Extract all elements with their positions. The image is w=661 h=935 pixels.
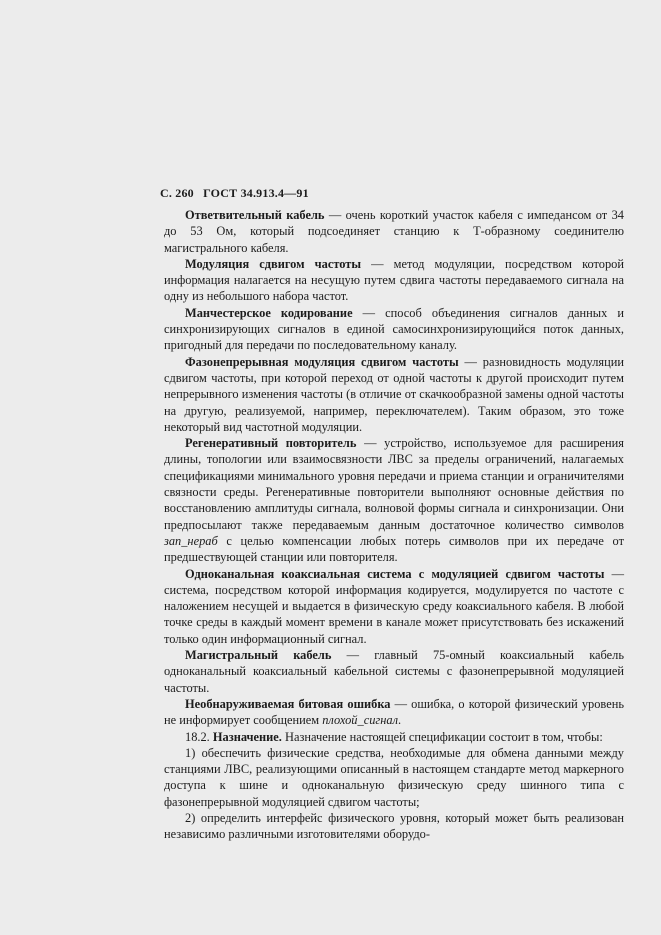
section-title: Назначение. bbox=[212, 729, 282, 744]
section-paragraph bbox=[164, 729, 624, 745]
list-item bbox=[164, 810, 624, 843]
definition-paragraph bbox=[164, 305, 624, 354]
definition-text: — устройство, используемое для расширения длины, топологии или взаимосвязности ЛВС за пределы ограничений, налагаемых спецификациями минимального уровня передачи и приема станции и ограничителями связности среды. Регенеративные повторители выполняют основные действия по восстановлению амплитуды сигнала, волновой формы сигнала и синхронизации. Они предпосылают также передаваемым данным достаточное количество символов bbox=[164, 436, 624, 532]
body-text bbox=[164, 207, 624, 843]
definition-text: — способ объединения сигналов данных и синхронизирующих сигналов в единой самосинхронизирующийся поток данных, пригодный для передачи по последовательному каналу. bbox=[164, 305, 625, 353]
definition-emphasis: плохой_сигнал bbox=[322, 713, 398, 728]
definition-text: — ошибка, о которой физический уровень не информирует сообщением bbox=[164, 696, 624, 728]
definition-text: — система, посредством которой информация кодируется, модулируется по частоте с наложением несущей и выдается в физическую среду коаксиального кабеля. В любой точке среды в каждый момент времени в канале может присутствовать без искажений только один информационный сигнал. bbox=[164, 566, 624, 646]
definition-paragraph bbox=[164, 647, 624, 696]
list-item-text: 2) определить интерфейс физического уровня, который может быть реализован независимо различными изготовителями оборудо- bbox=[164, 810, 624, 842]
definition-text: — очень короткий участок кабеля с импедансом от 34 до 53 Ом, который подсоединяет станцию к Т-образному соединителю магистрального кабеля. bbox=[164, 208, 624, 255]
definition-paragraph bbox=[164, 696, 624, 729]
definition-paragraph bbox=[164, 354, 624, 435]
page-header bbox=[160, 186, 309, 201]
definition-paragraph bbox=[164, 566, 624, 647]
section-text: Назначение настоящей спецификации состоит в том, чтобы: bbox=[281, 729, 603, 744]
definition-text: — метод модуляции, посредством которой информация налагается на несущую путем сдвига частоты передаваемого сигнала на одну из небольшого набора частот. bbox=[164, 256, 624, 304]
definition-paragraph bbox=[164, 435, 624, 565]
definition-term: Фазонепрерывная модуляция сдвигом частоты bbox=[185, 354, 459, 369]
definition-text-after: . bbox=[397, 713, 402, 728]
definition-text: — разновидность модуляции сдвигом частоты, при которой переход от одной частоты к другой происходит путем непрерывного изменения частоты (в отличие от скачкообразной замены одной частоты на другую, реализуемой, например, переключателем). Таким образом, это тоже некоторый вид частотной модуляции. bbox=[164, 354, 624, 434]
section-number: 18.2. bbox=[185, 729, 210, 744]
list-item bbox=[164, 745, 624, 810]
definition-term: Магистральный кабель bbox=[185, 648, 332, 663]
definition-term: Регенеративный повторитель bbox=[185, 436, 357, 451]
page-number: С. 260 bbox=[160, 186, 194, 200]
definition-text-after: с целью компенсации любых потерь символов при их передаче от предшествующей станции или повторителя. bbox=[164, 533, 624, 565]
definition-emphasis: зап_нераб bbox=[164, 533, 218, 548]
definition-term: Ответвительный кабель bbox=[185, 208, 325, 222]
definition-term: Одноканальная коаксиальная система с модуляцией сдвигом частоты bbox=[185, 566, 605, 581]
standard-number: ГОСТ 34.913.4—91 bbox=[203, 186, 309, 200]
list-item-text: 1) обеспечить физические средства, необходимые для обмена данными между станциями ЛВС, реализующими описанный в настоящем стандарте метод маркерного доступа к шине и одноканальную физическую среду шинного типа с фазонепрерывной модуляцией сдвигом частоты; bbox=[164, 745, 624, 809]
definition-term: Модуляция сдвигом частоты bbox=[185, 256, 362, 271]
definition-paragraph bbox=[164, 207, 624, 256]
definition-text: — главный 75-омный коаксиальный кабель одноканальный коаксиальный кабельной системы с фазонепрерывной модуляцией частоты. bbox=[164, 648, 624, 695]
definition-term: Необнаруживаемая битовая ошибка bbox=[185, 696, 391, 711]
definition-paragraph bbox=[164, 256, 624, 305]
definition-term: Манчестерское кодирование bbox=[185, 305, 353, 320]
